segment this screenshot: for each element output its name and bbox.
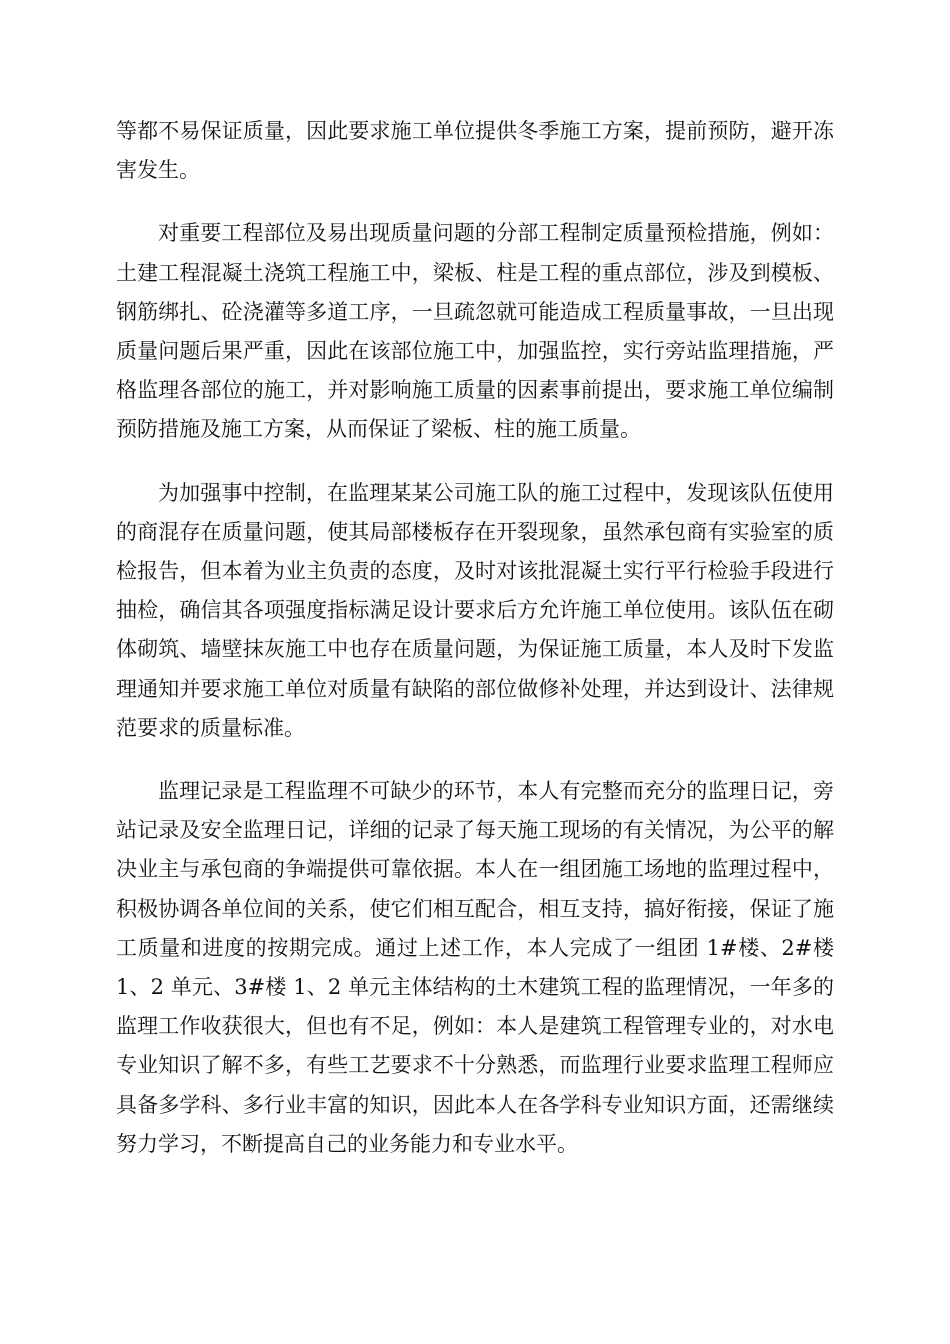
paragraph-quality-precheck: 对重要工程部位及易出现质量问题的分部工程制定质量预检措施，例如：土建工程混凝土浇筑工程施工中，梁板、柱是工程的重点部位，涉及到模板、钢筋绑扎、砼浇灌等多道工序，一旦疏忽就可能造成工程质量事故，一旦出现质量问题后果严重，因此在该部位施工中，加强监控，实行旁站监理措施，严格监理各部位的施工，并对影响施工质量的因素事前提出，要求施工单位编制预防措施及施工方案，从而保证了梁板、柱的施工质量。 xyxy=(116,221,834,442)
paragraph-supervision-records: 监理记录是工程监理不可缺少的环节，本人有完整而充分的监理日记，旁站记录及安全监理日记，详细的记录了每天施工现场的有关情况，为公平的解决业主与承包商的争端提供可靠依据。本人在一组团施工场地的监理过程中，积极协调各单位间的关系，使它们相互配合，相互支持，搞好衔接，保证了施工质量和进度的按期完成。通过上述工作，本人完成了一组团 1#楼、2#楼 1、2 单元、3#楼 1、2 单元主体结构的土木建筑工程的监理情况，一年多的监理工作收获很大，但也有不足，例如：本人是建筑工程管理专业的，对水电专业知识了解不多，有些工艺要求不十分熟悉，而监理行业要求监理工程师应具备多学科、多行业丰富的知识，因此本人在各学科专业知识方面，还需继续努力学习，不断提高自己的业务能力和专业水平。 xyxy=(116,779,834,1156)
paragraph-in-process-control: 为加强事中控制，在监理某某公司施工队的施工过程中，发现该队伍使用的商混存在质量问题，使其局部楼板存在开裂现象，虽然承包商有实验室的质检报告，但本着为业主负责的态度，及时对该批混凝土实行平行检验手段进行抽检，确信其各项强度指标满足设计要求后方允许施工单位使用。该队伍在砌体砌筑、墙壁抹灰施工中也存在质量问题，为保证施工质量，本人及时下发监理通知并要求施工单位对质量有缺陷的部位做修补处理，并达到设计、法律规范要求的质量标准。 xyxy=(116,480,834,740)
paragraph-continuation: 等都不易保证质量，因此要求施工单位提供冬季施工方案，提前预防，避开冻害发生。 xyxy=(116,119,834,183)
document-body xyxy=(116,112,834,1188)
